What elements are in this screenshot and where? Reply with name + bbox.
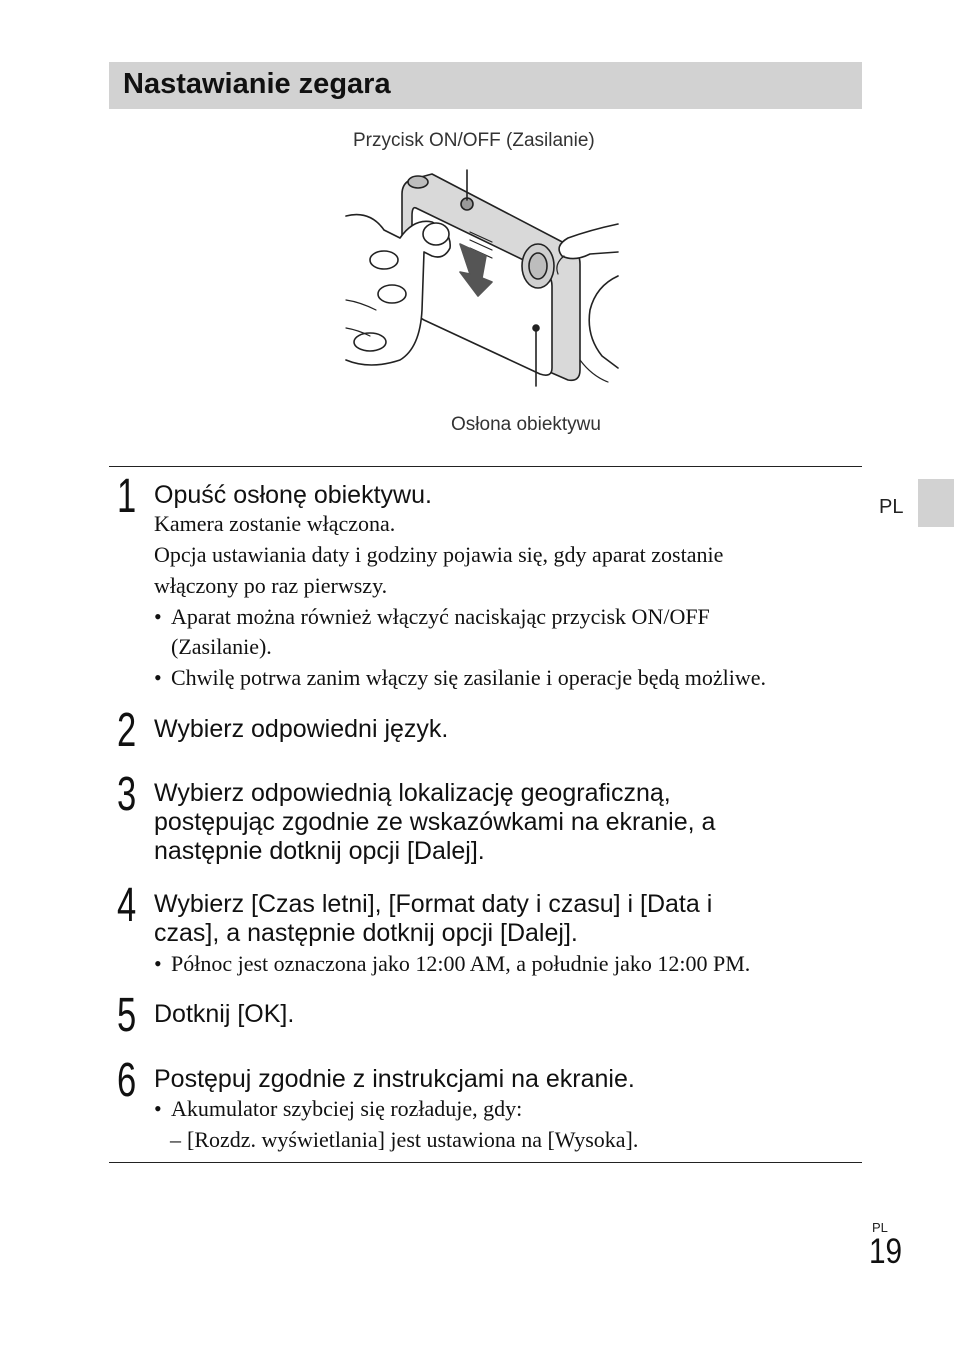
step-number: 2 [117, 704, 137, 757]
section-header [109, 62, 862, 109]
top-rule [109, 466, 862, 467]
bullet-text: (Zasilanie). [171, 634, 272, 659]
step-title: Wybierz odpowiednią lokalizację geograficzną, [154, 779, 671, 807]
step-number: 4 [117, 879, 137, 932]
bullet-dot: • [154, 665, 162, 690]
bullet-text: Akumulator szybciej się rozładuje, gdy: [171, 1096, 523, 1121]
subitem-text: [Rozdz. wyświetlania] jest ustawiona na [Wysoka]. [187, 1127, 639, 1152]
step-number: 1 [117, 470, 137, 523]
camera-illustration [340, 160, 620, 396]
page-number: 19 [869, 1232, 903, 1271]
language-tab-label: PL [879, 496, 904, 518]
bullet-dot: • [154, 1096, 162, 1121]
lens-cover-label: Osłona obiektywu [451, 414, 601, 435]
step-paragraph: Opcja ustawiania daty i godziny pojawia się, gdy aparat zostanie [154, 542, 724, 567]
step-title: następnie dotknij opcji [Dalej]. [154, 837, 485, 865]
bottom-rule [109, 1162, 862, 1163]
step-paragraph: Kamera zostanie włączona. [154, 511, 396, 536]
step-number: 5 [117, 989, 137, 1042]
step-title: postępując zgodnie ze wskazówkami na ekranie, a [154, 808, 716, 836]
step-paragraph: włączony po raz pierwszy. [154, 573, 388, 598]
step-title: czas], a następnie dotknij opcji [Dalej]. [154, 919, 578, 947]
bullet-text: Aparat można również włączyć naciskając przycisk ON/OFF [171, 604, 710, 629]
step-title: Wybierz odpowiedni język. [154, 715, 449, 743]
step-title: Dotknij [OK]. [154, 1000, 295, 1028]
bullet-dot: • [154, 604, 162, 629]
step-title: Postępuj zgodnie z instrukcjami na ekranie. [154, 1065, 635, 1093]
step-number: 3 [117, 768, 137, 821]
step-number: 6 [117, 1054, 137, 1107]
language-tab [918, 479, 954, 527]
bullet-text: Północ jest oznaczona jako 12:00 AM, a południe jako 12:00 PM. [171, 951, 751, 976]
power-button-label: Przycisk ON/OFF (Zasilanie) [353, 130, 595, 151]
section-title: Nastawianie zegara [123, 68, 391, 100]
step-title: Wybierz [Czas letni], [Format daty i czasu] i [Data i [154, 890, 713, 918]
bullet-text: Chwilę potrwa zanim włączy się zasilanie i operacje będą możliwe. [171, 665, 766, 690]
bullet-dot: • [154, 951, 162, 976]
sub-dash: – [170, 1127, 181, 1152]
page-language: PL [872, 1220, 888, 1235]
step-title: Opuść osłonę obiektywu. [154, 481, 432, 509]
